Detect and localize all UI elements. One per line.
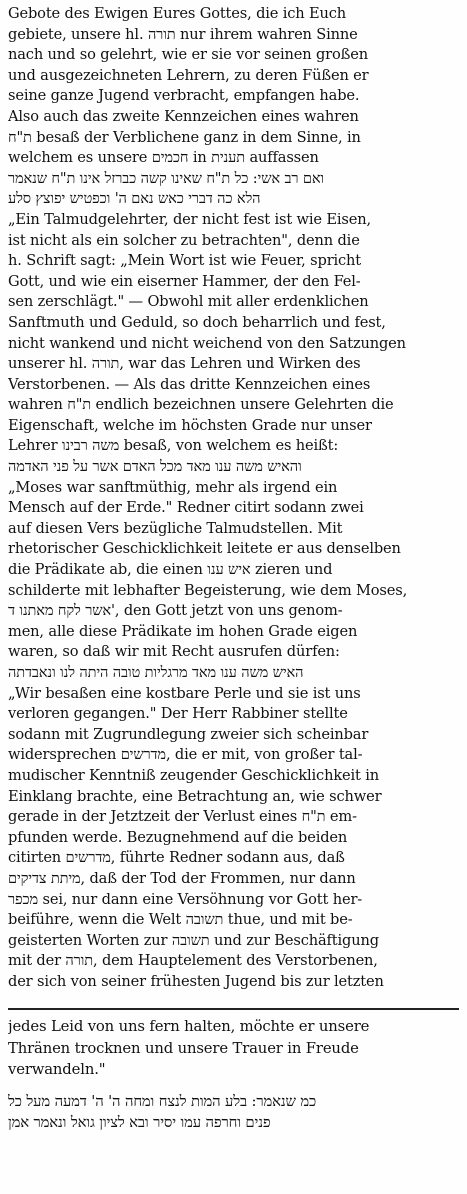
text-line: Sanftmuth und Geduld, so doch beharrlich und fest,	[8, 313, 386, 331]
article-column	[8, 4, 459, 989]
text-line: gebiete, unsere hl. תורה nur ihrem wahren Sinne	[8, 25, 358, 43]
text-line: jedes Leid von uns fern halten, möchte er unsere	[8, 1018, 370, 1035]
text-line: h. Schrift sagt: „Mein Wort ist wie Feuer, spricht	[8, 252, 362, 270]
text-line: schilderte mit lebhafter Begeisterung, wie dem Moses,	[8, 581, 408, 599]
text-line: Also auch das zweite Kennzeichen eines wahren	[8, 107, 359, 125]
text-line: „Moses war sanftmüthig, mehr als irgend ein	[8, 478, 338, 496]
text-line: ist nicht als ein solcher zu betrachten", denn die	[8, 231, 360, 249]
text-line: Mensch auf der Erde." Redner citirt sodann zwei	[8, 499, 364, 517]
text-line: mit der תורה, dem Hauptelement des Verstorbenen,	[8, 952, 378, 970]
text-line: ת"ח besaß der Verblichene ganz in dem Sinne, in	[8, 128, 361, 146]
text-line: und ausgezeichneten Lehrern, zu deren Füßen er	[8, 66, 369, 84]
text-line: הלא כה דברי כאש נאם ה' וכפטיש יפוצץ סלע	[8, 190, 261, 208]
text-line: men, alle diese Prädikate im hohen Grade eigen	[8, 622, 358, 640]
article-continuation	[8, 1016, 459, 1194]
text-line: die Prädikate ab, die einen איש ענו zieren und	[8, 561, 333, 579]
text-line: welchem es unsere חכמים in תענית auffassen	[8, 149, 319, 167]
text-line: unserer hl. תורה, war das Lehren und Wirken des	[8, 355, 361, 373]
text-line: מיתת צדיקים, daß der Tod der Frommen, nur dann	[8, 869, 356, 887]
text-line: Gebote des Ewigen Eures Gottes, die ich Euch	[8, 5, 347, 22]
text-line: מכפר sei, nur dann eine Versöhnung vor Gott her-	[8, 890, 363, 908]
text-line: „Wir besaßen eine kostbare Perle und sie ist uns	[8, 684, 361, 702]
text-line: verloren gegangen." Der Herr Rabbiner stellte	[8, 705, 348, 723]
text-line: Thränen trocknen und unsere Trauer in Freude	[8, 1039, 359, 1057]
text-line: beiführe, wenn die Welt תשובה thue, und mit be-	[8, 911, 353, 929]
text-line: nicht wankend und nicht weichend von den Satzungen	[8, 334, 406, 352]
text-line: gerade in der Jetztzeit der Verlust eines ת"ח em-	[8, 808, 357, 826]
text-line: ואם רב אשי: כל ת"ח שאינו קשה כברזל אינו ת"ח שנאמר	[8, 169, 325, 187]
text-line: auf diesen Vers bezügliche Talmudstellen. Mit	[8, 519, 343, 537]
text-line: Lehrer משה רבינו besaß, von welchem es heißt:	[8, 437, 339, 455]
text-line: כמ שנאמר: בלע המות לנצח ומחה ה' ה' דמעה מעל כל	[8, 1092, 317, 1110]
text-line: verwandeln."	[8, 1061, 106, 1078]
text-line: Verstorbenen. — Als das dritte Kennzeichen eines	[8, 375, 371, 393]
text-line: האיש משה ענו מאד מרגליות טובה היתה לנו ונאבדתה	[8, 664, 304, 681]
text-line: Eigenschaft, welche im höchsten Grade nur unser	[8, 416, 372, 434]
text-line: waren, so daß wir mit Recht ausrufen dürfen:	[8, 643, 340, 661]
text-line: Einklang brachte, eine Betrachtung an, wie schwer	[8, 787, 382, 805]
text-line: rhetorischer Geschicklichkeit leitete er aus denselben	[8, 540, 401, 558]
text-line: והאיש משה ענו מאד מכל האדם אשר על פני האדמה	[8, 458, 302, 476]
text-line: sen zerschlägt." — Obwohl mit aller erdenklichen	[8, 293, 369, 311]
text-line: seine ganze Jugend verbracht, empfangen habe.	[8, 87, 360, 105]
text-line: אשר לקח מאתנו ד', den Gott jetzt von uns genom-	[8, 602, 343, 620]
text-line: pfunden werde. Bezugnehmend auf die beiden	[8, 828, 348, 846]
text-line: citirten מדרשים, führte Redner sodann aus, daß	[8, 849, 345, 867]
text-line: mudischer Kenntniß zeugender Geschicklichkeit in	[8, 766, 379, 784]
text-line: „Ein Talmudgelehrter, der nicht fest ist wie Eisen,	[8, 210, 371, 228]
text-line: der sich von seiner frühesten Jugend bis zur letzten	[8, 972, 384, 989]
text-line: sodann mit Zugrundlegung zweier sich scheinbar	[8, 725, 369, 743]
text-line: widersprechen מדרשים, die er mit, von großer tal-	[8, 746, 363, 764]
spacer	[8, 1081, 459, 1091]
text-line: wahren ת"ח endlich bezeichnen unsere Gelehrten die	[8, 396, 394, 414]
text-line: nach und so gelehrt, wie er sie vor seinen großen	[8, 46, 368, 64]
text-line: פנים וחרפה עמו יסיר ובא לציון גואל ונאמר אמן	[8, 1114, 271, 1131]
column-divider	[8, 1008, 459, 1010]
text-line: geisterten Worten zur תשובה und zur Beschäftigung	[8, 931, 379, 949]
text-line: Gott, und wie ein eiserner Hammer, der den Fel-	[8, 272, 361, 290]
